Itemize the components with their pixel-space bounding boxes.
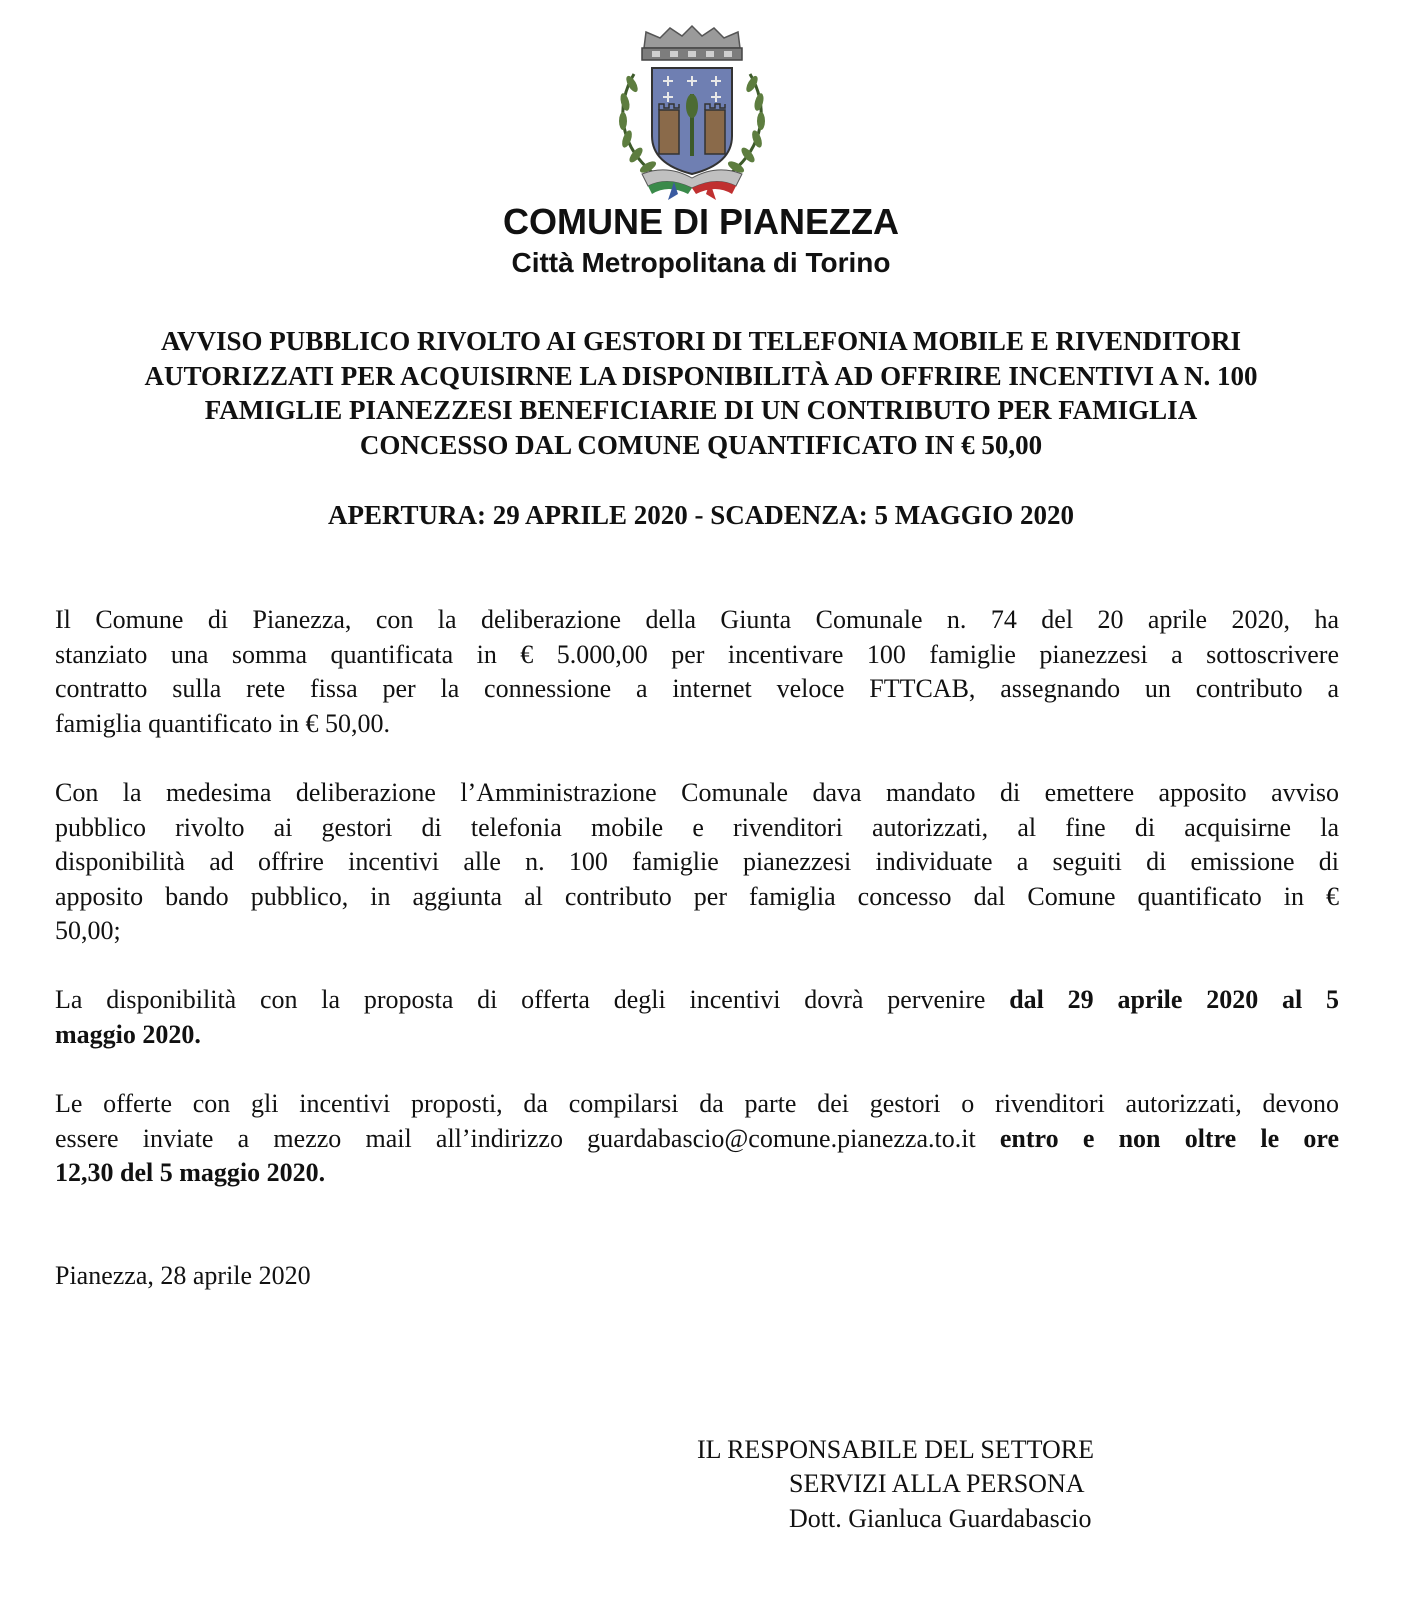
- notice-title-line: AVVISO PUBBLICO RIVOLTO AI GESTORI DI TELEFONIA MOBILE E RIVENDITORI: [160, 326, 1242, 356]
- paragraph-line: famiglia quantificato in € 50,00.: [55, 708, 391, 738]
- paragraph-text: La disponibilità con la proposta di offerta degli incentivi dovrà pervenire: [55, 985, 1010, 1014]
- paragraph-line: apposito bando pubblico, in aggiunta al contributo per famiglia concesso dal Comune quantificato in €: [55, 881, 1339, 911]
- paragraph-line: stanziato una somma quantificata in € 5.000,00 per incentivare 100 famiglie pianezzesi a sottoscrivere: [55, 639, 1339, 669]
- signature-name: Dott. Gianluca Guardabascio: [789, 1504, 1092, 1533]
- notice-title-line: FAMIGLIE PIANEZZESI BENEFICIARIE DI UN CONTRIBUTO PER FAMIGLIA: [204, 395, 1198, 425]
- org-name: COMUNE DI PIANEZZA: [503, 201, 899, 242]
- paragraph-4: [55, 1087, 1339, 1191]
- notice-dates: APERTURA: 29 APRILE 2020 - SCADENZA: 5 MAGGIO 2020: [327, 500, 1075, 530]
- paragraph-2: [55, 776, 1339, 949]
- notice-title-line: CONCESSO DAL COMUNE QUANTIFICATO IN € 50,00: [359, 429, 1043, 460]
- paragraph-3: [55, 983, 1339, 1052]
- coat-of-arms-icon: [612, 24, 772, 202]
- notice-title: [40, 324, 1362, 462]
- paragraph-line: 50,00;: [55, 916, 121, 945]
- paragraph-text: essere inviate a mezzo mail all’indirizzo guardabascio@comune.pianezza.to.it: [55, 1123, 1000, 1153]
- submission-deadline-end: 12,30 del 5 maggio 2020.: [55, 1158, 326, 1187]
- paragraph-line: [55, 1122, 1339, 1157]
- paragraph-line: [55, 1018, 1339, 1053]
- paragraph-line: contratto sulla rete fissa per la connessione a internet veloce FTTCAB, assegnando un contributo a: [55, 674, 1339, 703]
- org-subtitle: Città Metropolitana di Torino: [511, 247, 891, 278]
- place-date: Pianezza, 28 aprile 2020: [55, 1261, 311, 1290]
- notice-title-line: AUTORIZZATI PER ACQUISIRNE LA DISPONIBILITÀ AD OFFRIRE INCENTIVI A N. 100: [144, 360, 1258, 391]
- paragraph-1: [55, 603, 1339, 741]
- signature-department: SERVIZI ALLA PERSONA: [789, 1469, 1085, 1498]
- paragraph-line: pubblico rivolto ai gestori di telefonia mobile e rivenditori autorizzati, al fine di acquisirne la: [55, 812, 1339, 842]
- paragraph-line: Con la medesima deliberazione l’Amministrazione Comunale dava mandato di emettere apposito avviso: [55, 778, 1339, 807]
- paragraph-line: [55, 983, 1339, 1018]
- paragraph-line: Il Comune di Pianezza, con la deliberazione della Giunta Comunale n. 74 del 20 aprile 2020, ha: [55, 605, 1339, 634]
- deadline-range-end: maggio 2020.: [55, 1019, 201, 1049]
- submission-deadline: entro e non oltre le ore: [999, 1123, 1339, 1153]
- deadline-range: dal 29 aprile 2020 al 5: [1009, 985, 1339, 1014]
- signature-role: IL RESPONSABILE DEL SETTORE: [697, 1435, 1094, 1464]
- paragraph-line: [55, 1156, 1339, 1191]
- paragraph-line: Le offerte con gli incentivi proposti, da compilarsi da parte dei gestori o rivenditori autorizzati, devono: [55, 1089, 1339, 1118]
- paragraph-line: disponibilità ad offrire incentivi alle n. 100 famiglie pianezzesi individuate a seguiti di emissione di: [55, 847, 1339, 876]
